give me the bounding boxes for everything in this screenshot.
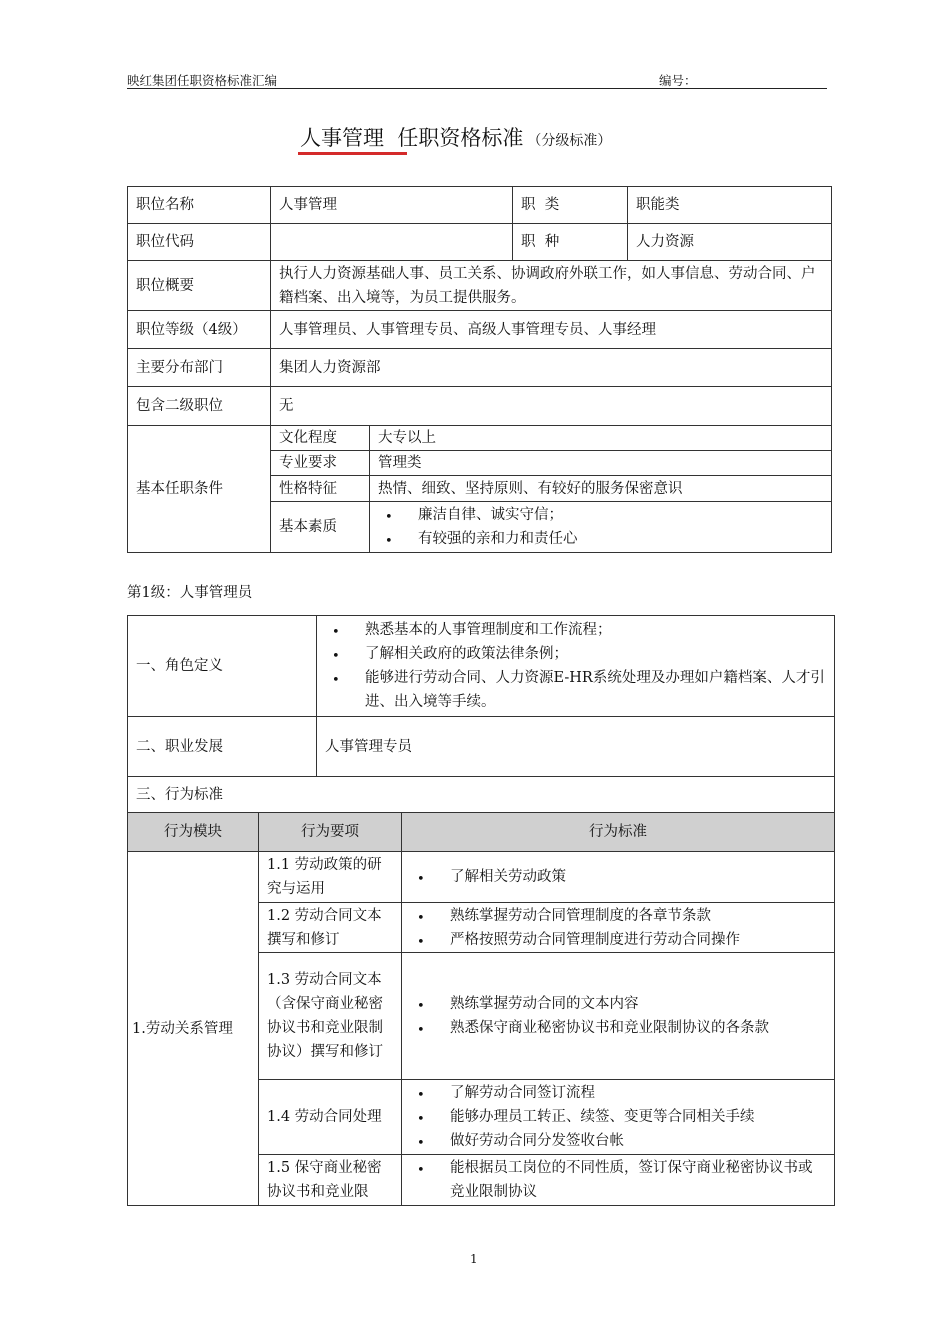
- behavior-item: 1.3 劳动合同文本（含保守商业秘密协议书和竞业限制协议）撰写和修订: [259, 953, 402, 1080]
- dept-value: 集团人力资源部: [271, 349, 832, 387]
- behavior-item: 1.1 劳动政策的研究与运用: [259, 852, 402, 903]
- list-item: • 熟悉保守商业秘密协议书和竞业限制协议的各条款: [410, 1016, 826, 1040]
- list-item: • 做好劳动合同分发签收台帐: [410, 1129, 826, 1153]
- position-info-table: [127, 186, 832, 553]
- list-item: • 能够办理员工转正、续签、变更等合同相关手续: [410, 1105, 826, 1129]
- list-item: • 了解相关政府的政策法律条例；: [325, 642, 826, 666]
- education-label: 文化程度: [271, 426, 370, 451]
- col-module-header: 行为模块: [128, 813, 259, 852]
- role-list: [317, 616, 835, 717]
- behavior-item: 1.4 劳动合同处理: [259, 1080, 402, 1155]
- major-label: 专业要求: [271, 451, 370, 476]
- grade-label: 职位等级（4级）: [128, 311, 271, 349]
- career-label: 二、职业发展: [128, 717, 317, 777]
- quality-label: 基本素质: [271, 502, 370, 553]
- list-item: • 了解劳动合同签订流程: [410, 1081, 826, 1105]
- behavior-item: 1.5 保守商业秘密协议书和竞业限: [259, 1155, 402, 1206]
- document-title: [300, 122, 611, 152]
- quality-list: [370, 502, 832, 553]
- list-item: • 熟悉基本的人事管理制度和工作流程；: [325, 618, 826, 642]
- list-item: • 严格按照劳动合同管理制度进行劳动合同操作: [410, 928, 826, 952]
- sub-position-value: 无: [271, 387, 832, 426]
- kind-value: 人力资源: [628, 224, 832, 261]
- summary-label: 职位概要: [128, 261, 271, 311]
- list-item: • 熟练掌握劳动合同的文本内容: [410, 992, 826, 1016]
- list-item: • 了解相关劳动政策: [410, 865, 826, 889]
- list-item: • 廉洁自律、诚实守信；: [378, 503, 823, 527]
- grade-value: 人事管理员、人事管理专员、高级人事管理专员、人事经理: [271, 311, 832, 349]
- level-heading: 第1级：人事管理员: [127, 585, 253, 601]
- title-underline: [298, 152, 407, 155]
- behavior-item: 1.2 劳动合同文本撰写和修订: [259, 903, 402, 953]
- summary-value: 执行人力资源基础人事、员工关系、协调政府外联工作，如人事信息、劳动合同、户籍档案、出入境等，为员工提供服务。: [271, 261, 832, 311]
- list-item: • 能够进行劳动合同、人力资源E-HR系统处理及办理如户籍档案、人才引进、出入境等手续。: [325, 666, 826, 714]
- list-item: • 熟练掌握劳动合同管理制度的各章节条款: [410, 904, 826, 928]
- behavior-standards: [402, 852, 835, 903]
- basic-conditions-label: 基本任职条件: [128, 426, 271, 553]
- list-item: • 有较强的亲和力和责任心: [378, 527, 823, 551]
- career-value: 人事管理专员: [317, 717, 835, 777]
- major-value: 管理类: [370, 451, 832, 476]
- personality-value: 热情、细致、坚持原则、有较好的服务保密意识: [370, 476, 832, 502]
- title-sub: （分级标准）: [527, 133, 612, 149]
- code-label: 职位代码: [128, 224, 271, 261]
- behavior-standard-table: [127, 812, 835, 1206]
- class-value: 职能类: [628, 187, 832, 224]
- page-header: [127, 70, 827, 89]
- name-label: 职位名称: [128, 187, 271, 224]
- behavior-label: 三、行为标准: [128, 777, 835, 814]
- header-doc-number: 编号：: [659, 73, 697, 88]
- level1-definition-table: [127, 615, 835, 814]
- code-value: [271, 224, 513, 261]
- module-name: 1.劳动关系管理: [128, 852, 259, 1206]
- header-doc-title: 映红集团任职资格标准汇编: [127, 73, 278, 88]
- role-label: 一、角色定义: [128, 616, 317, 717]
- page-number: 1: [470, 1252, 478, 1266]
- behavior-standards: [402, 1155, 835, 1206]
- behavior-standards: [402, 953, 835, 1080]
- title-main: 人事管理 任职资格标准: [300, 126, 524, 150]
- sub-position-label: 包含二级职位: [128, 387, 271, 426]
- col-standard-header: 行为标准: [402, 813, 835, 852]
- list-item: • 能根据员工岗位的不同性质，签订保守商业秘密协议书或竞业限制协议: [410, 1156, 826, 1204]
- behavior-standards: [402, 903, 835, 953]
- personality-label: 性格特征: [271, 476, 370, 502]
- dept-label: 主要分布部门: [128, 349, 271, 387]
- col-item-header: 行为要项: [259, 813, 402, 852]
- table-row: [128, 852, 835, 903]
- education-value: 大专以上: [370, 426, 832, 451]
- behavior-standards: [402, 1080, 835, 1155]
- kind-label: 职 种: [513, 224, 628, 261]
- name-value: 人事管理: [271, 187, 513, 224]
- class-label: 职 类: [513, 187, 628, 224]
